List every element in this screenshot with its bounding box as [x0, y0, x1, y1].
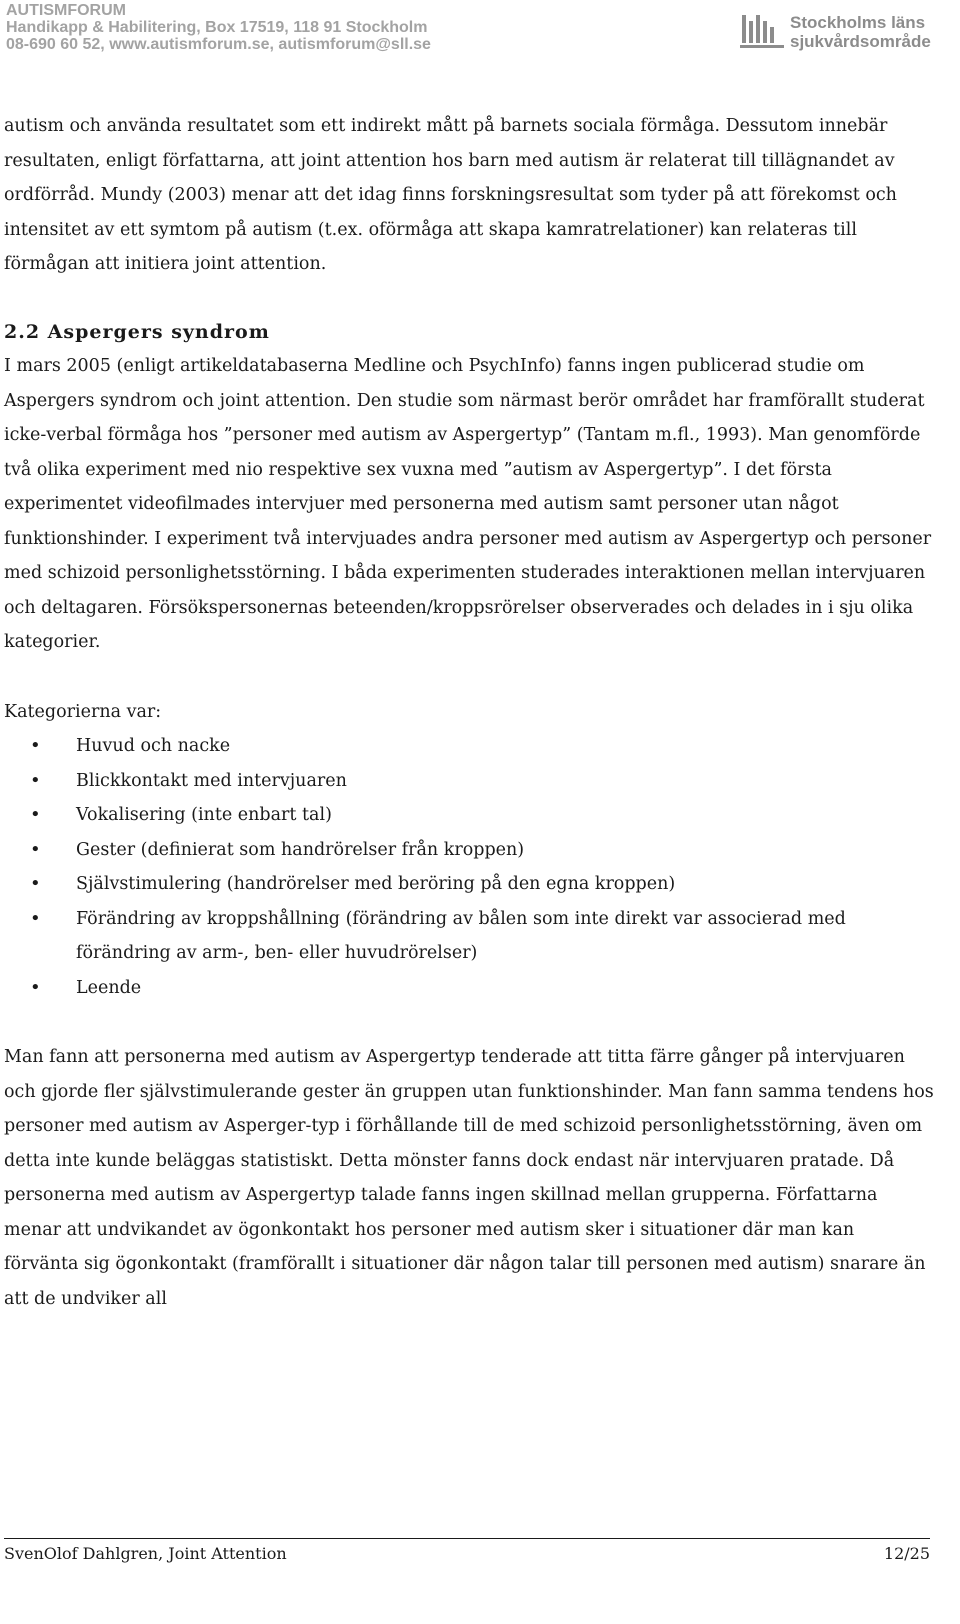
org-info — [6, 2, 431, 53]
document-body — [4, 109, 934, 1316]
list-item: • Självstimulering (handrörelser med beröring på den egna kroppen) — [4, 867, 934, 902]
list-item: • Förändring av kroppshållning (förändring av bålen som inte direkt var associerad med förändring av arm-, ben- eller huvudrörelser) — [4, 902, 934, 971]
footer-author-title: SvenOlof Dahlgren, Joint Attention — [4, 1544, 287, 1563]
logo-line-2: sjukvårdsområde — [790, 32, 931, 51]
footer-divider — [4, 1538, 930, 1539]
logo-line-1: Stockholms läns — [790, 13, 926, 32]
closing-paragraph: Man fann att personerna med autism av Aspergertyp tenderade att titta färre gånger på intervjuaren och gjorde fler självstimulerande gester än gruppen utan funktionshinder. Man fann samma tendens hos personer med autism av Asperger-typ i förhållande till de med schizoid personlighetsstörning, även om detta inte kunde beläggas statistiskt. Detta mönster fanns dock endast när intervjuaren pratade. Då personerna med autism av Aspergertyp talade fanns ingen skillnad mellan grupperna. Författarna menar att undvikandet av ögonkontakt hos personer med autism sker i situationer där man kan förvänta sig ögonkontakt (framförallt i situationer där någon talar till personen med autism) snarare än att de undviker all — [4, 1047, 934, 1309]
list-item: • Huvud och nacke — [4, 729, 934, 764]
intro-paragraph: autism och använda resultatet som ett indirekt mått på barnets sociala förmåga. Dessutom innebär resultaten, enligt författarna, att joint attention hos barn med autism är relaterat till tillägnandet av ordförråd. Mundy (2003) menar att det idag finns forskningsresultat som tyder på att förekomst och intensitet av ett symtom på autism (t.ex. oförmåga att skapa kamratrelationer) kan relateras till förmågan att initiera joint attention. — [4, 116, 897, 274]
org-name: AUTISMFORUM — [6, 2, 126, 19]
categories-label: Kategorierna var: — [4, 701, 162, 722]
logo-text — [790, 13, 931, 51]
org-address: Handikapp & Habilitering, Box 17519, 118 91 Stockholm — [6, 19, 428, 36]
sll-logo — [740, 12, 931, 52]
list-item: • Gester (definierat som handrörelser från kroppen) — [4, 833, 934, 868]
list-item: • Blickkontakt med intervjuaren — [4, 764, 934, 799]
categories-list — [4, 729, 934, 1005]
section-paragraph: I mars 2005 (enligt artikeldatabaserna Medline och PsychInfo) fanns ingen publicerad studie om Aspergers syndrom och joint attention. Den studie som närmast berör området har framförallt studerat icke-verbal förmåga hos ”personer med autism av Aspergertyp” (Tantam m.fl., 1993). Man genomförde två olika experiment med nio respektive sex vuxna med ”autism av Aspergertyp”. I det första experimentet videofilmades intervjuer med personerna med autism samt personer utan något funktionshinder. I experiment två intervjuades andra personer med autism av Aspergertyp och personer med schizoid personlighetsstörning. I båda experimenten studerades interaktionen mellan intervjuaren och deltagaren. Försökspersonernas beteenden/kroppsrörelser observerades och delades in i sju olika kategorier. — [4, 356, 932, 652]
page-header — [0, 0, 960, 72]
sll-logo-icon — [740, 13, 784, 51]
list-item: • Leende — [4, 971, 934, 1006]
page-footer — [4, 1542, 930, 1566]
page-number: 12/25 — [883, 1544, 930, 1563]
org-contact: 08-690 60 52, www.autismforum.se, autismforum@sll.se — [6, 36, 431, 53]
list-item: • Vokalisering (inte enbart tal) — [4, 798, 934, 833]
section-heading: 2.2 Aspergers syndrom — [4, 320, 270, 343]
